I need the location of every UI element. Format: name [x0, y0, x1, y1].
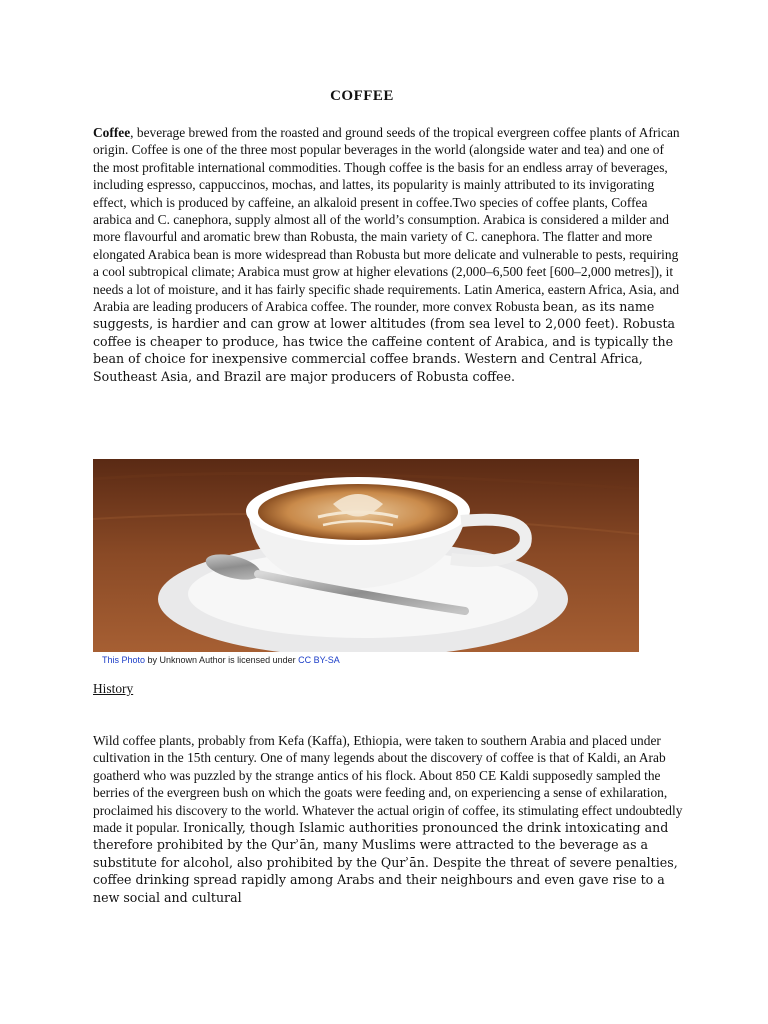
- history-text-part-1: Wild coffee plants, probably from Kefa (Kaffa), Ethiopia, were taken to southern Arabia and placed under cultivation in the 15th century. One of many legends about the discovery of coffee is that of Kaldi, an Arab goatherd who was puzzled by the strange antics of his flock. About 850 CE Kaldi supposedly sampled the berries of the evergreen bush on which the goats were feeding and, on experiencing a sense of exhilaration, proclaimed his discovery to the world. Whatever the actual origin of coffee, its stimulating effect undoubtedly made it popular.: [93, 733, 683, 836]
- photo-source-link[interactable]: This Photo: [102, 655, 146, 665]
- coffee-cup-photo: [93, 459, 639, 652]
- document-title: COFFEE: [330, 88, 394, 104]
- history-paragraph: [93, 732, 683, 906]
- history-text-part-2: Ironically, though Islamic authorities pronounced the drink intoxicating and therefore prohibited by the Qurʾān, many Muslims were attracted to the beverage as a substitute for alcohol, also prohibited by the Qurʾān. Despite the threat of severe penalties, coffee drinking spread rapidly among Arabs and their neighbours and even gave rise to a new social and cultural: [93, 820, 678, 905]
- license-link[interactable]: CC BY-SA: [298, 655, 340, 665]
- intro-lead-word: Coffee: [93, 125, 131, 140]
- history-heading: History: [93, 681, 134, 696]
- intro-paragraph: [93, 124, 683, 385]
- intro-text-part-2: bean, as its name suggests, is hardier and can grow at lower altitudes (from sea level to 2,000 feet). Robusta coffee is cheaper to produce, has twice the caffeine content of Arabica, and is typically the bean of choice for inexpensive commercial coffee brands. Western and Central Africa, Southeast Asia, and Brazil are major producers of Robusta coffee.: [93, 299, 676, 384]
- photo-caption: [102, 655, 340, 665]
- intro-text-part-1: , beverage brewed from the roasted and ground seeds of the tropical evergreen coffee plants of African origin. Coffee is one of the three most popular beverages in the world (alongside water and tea) and one of the most profitable international commodities. Though coffee is the basis for an endless array of beverages, including espresso, cappuccinos, mochas, and lattes, its popularity is mainly attributed to its invigorating effect, which is produced by caffeine, an alkaloid present in coffee.Two species of coffee plants, Coffea arabica and C. canephora, supply almost all of the world’s consumption. Arabica is considered a milder and more flavourful and aromatic brew than Robusta, the main variety of C. canephora. The flatter and more elongated Arabica bean is more widespread than Robusta but more delicate and vulnerable to pests, requiring a cool subtropical climate; Arabica must grow at higher elevations (2,000–6,500 feet [600–2,000 metres]), it needs a lot of moisture, and it has fairly specific shade requirements. Latin America, eastern Africa, Asia, and Arabia are leading producers of Arabica coffee. The rounder, more convex Robusta: [93, 125, 680, 315]
- coffee-cup-illustration: [93, 459, 639, 652]
- photo-caption-text: by Unknown Author is licensed under: [145, 655, 299, 665]
